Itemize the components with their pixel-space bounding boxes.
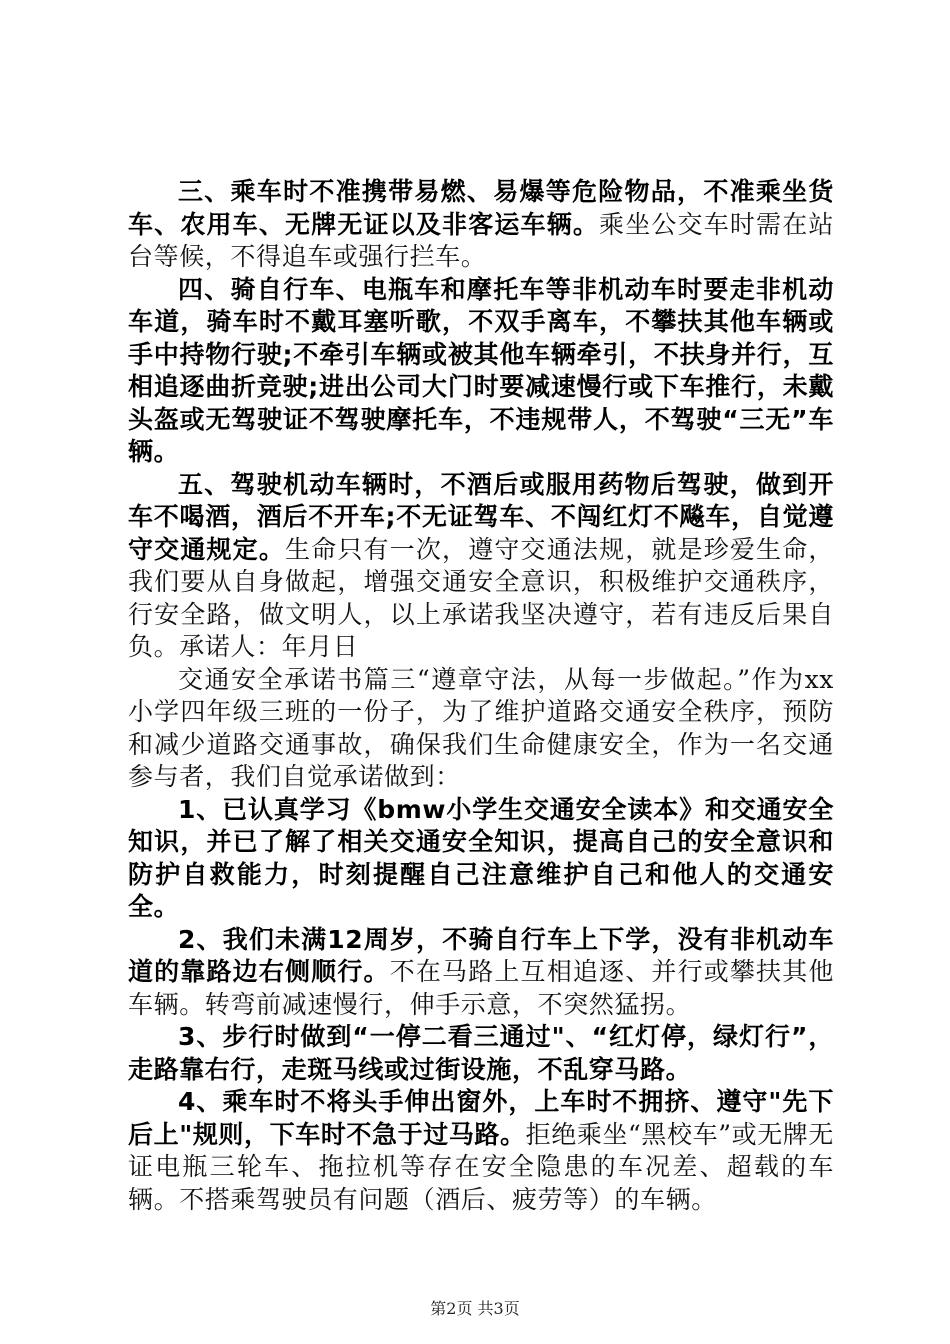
paragraph-section-three-intro xyxy=(128,664,834,794)
paragraph-bold-text: 2、我们未满12周岁，不骑自行车上下学，没有非机动车道的靠路边右侧顺行。 xyxy=(128,924,834,986)
paragraph-bold-text: 1、已认真学习《bmw小学生交通安全读本》和交通安全知识，并已了解了相关交通安全知识，提高自己的安全意识和防护自救能力，时刻提醒自己注意维护自己和他人的交通安全。 xyxy=(128,794,834,921)
paragraph-rule-four xyxy=(128,274,834,469)
paragraph-item-three xyxy=(128,1021,834,1086)
paragraph-rule-five xyxy=(128,469,834,664)
paragraph-plain-text: 拒绝乘坐“黑校车”或无牌无证电瓶三轮车、拖拉机等存在安全隐患的车况差、超载的车辆。不搭乘驾驶员有问题（酒后、疲劳等）的车辆。 xyxy=(128,1119,835,1214)
paragraph-plain-text: 交通安全承诺书篇三“遵章守法，从每一步做起。”作为xx小学四年级三班的一份子，为了维护道路交通安全秩序，预防和减少道路交通事故，确保我们生命健康安全，作为一名交通参与者，我们自觉承诺做到： xyxy=(128,664,834,791)
paragraph-bold-text: 4、乘车时不将头手伸出窗外，上车时不拥挤、遵守"先下后上"规则，下车时不急于过马路。 xyxy=(128,1087,834,1149)
paragraph-plain-text: 不在马路上互相追逐、并行或攀扶其他车辆。转弯前减速慢行，伸手示意，不突然猛拐。 xyxy=(128,957,834,1019)
paragraph-bold-text: 四、骑自行车、电瓶车和摩托车等非机动车时要走非机动车道，骑车时不戴耳塞听歌，不双手离车，不攀扶其他车辆或手中持物行驶;不牵引车辆或被其他车辆牵引，不扶身并行，互相追逐曲折竞驶;进出公司大门时要减速慢行或下车推行，未戴头盔或无驾驶证不驾驶摩托车，不违规带人，不驾驶“三无”车辆。 xyxy=(128,274,834,466)
paragraph-item-one xyxy=(128,794,834,924)
page-number-text: 第2页 共3页 xyxy=(430,1299,520,1318)
paragraph-rule-three xyxy=(128,176,834,274)
paragraph-item-two xyxy=(128,924,834,1022)
paragraph-bold-text: 五、驾驶机动车辆时，不酒后或服用药物后驾驶，做到开车不喝酒，酒后不开车;不无证驾车、不闯红灯不飚车，自觉遵守交通规定。 xyxy=(128,469,834,564)
paragraph-bold-text: 三、乘车时不准携带易燃、易爆等危险物品，不准乘坐货车、农用车、无牌无证以及非客运车辆。 xyxy=(128,177,834,239)
paragraph-plain-text: 乘坐公交车时需在站台等候，不得追车或强行拦车。 xyxy=(128,209,834,271)
paragraph-bold-text: 3、步行时做到“一停二看三通过"、“红灯停，绿灯行”，走路靠右行，走斑马线或过街设施，不乱穿马路。 xyxy=(128,1022,834,1084)
page-footer xyxy=(0,1296,950,1319)
document-body xyxy=(128,176,834,1216)
paragraph-plain-text: 生命只有一次，遵守交通法规，就是珍爱生命，我们要从自身做起，增强交通安全意识，积极维护交通秩序，行安全路，做文明人，以上承诺我坚决遵守，若有违反后果自负。承诺人：年月日 xyxy=(128,534,834,661)
paragraph-item-four xyxy=(128,1086,834,1216)
